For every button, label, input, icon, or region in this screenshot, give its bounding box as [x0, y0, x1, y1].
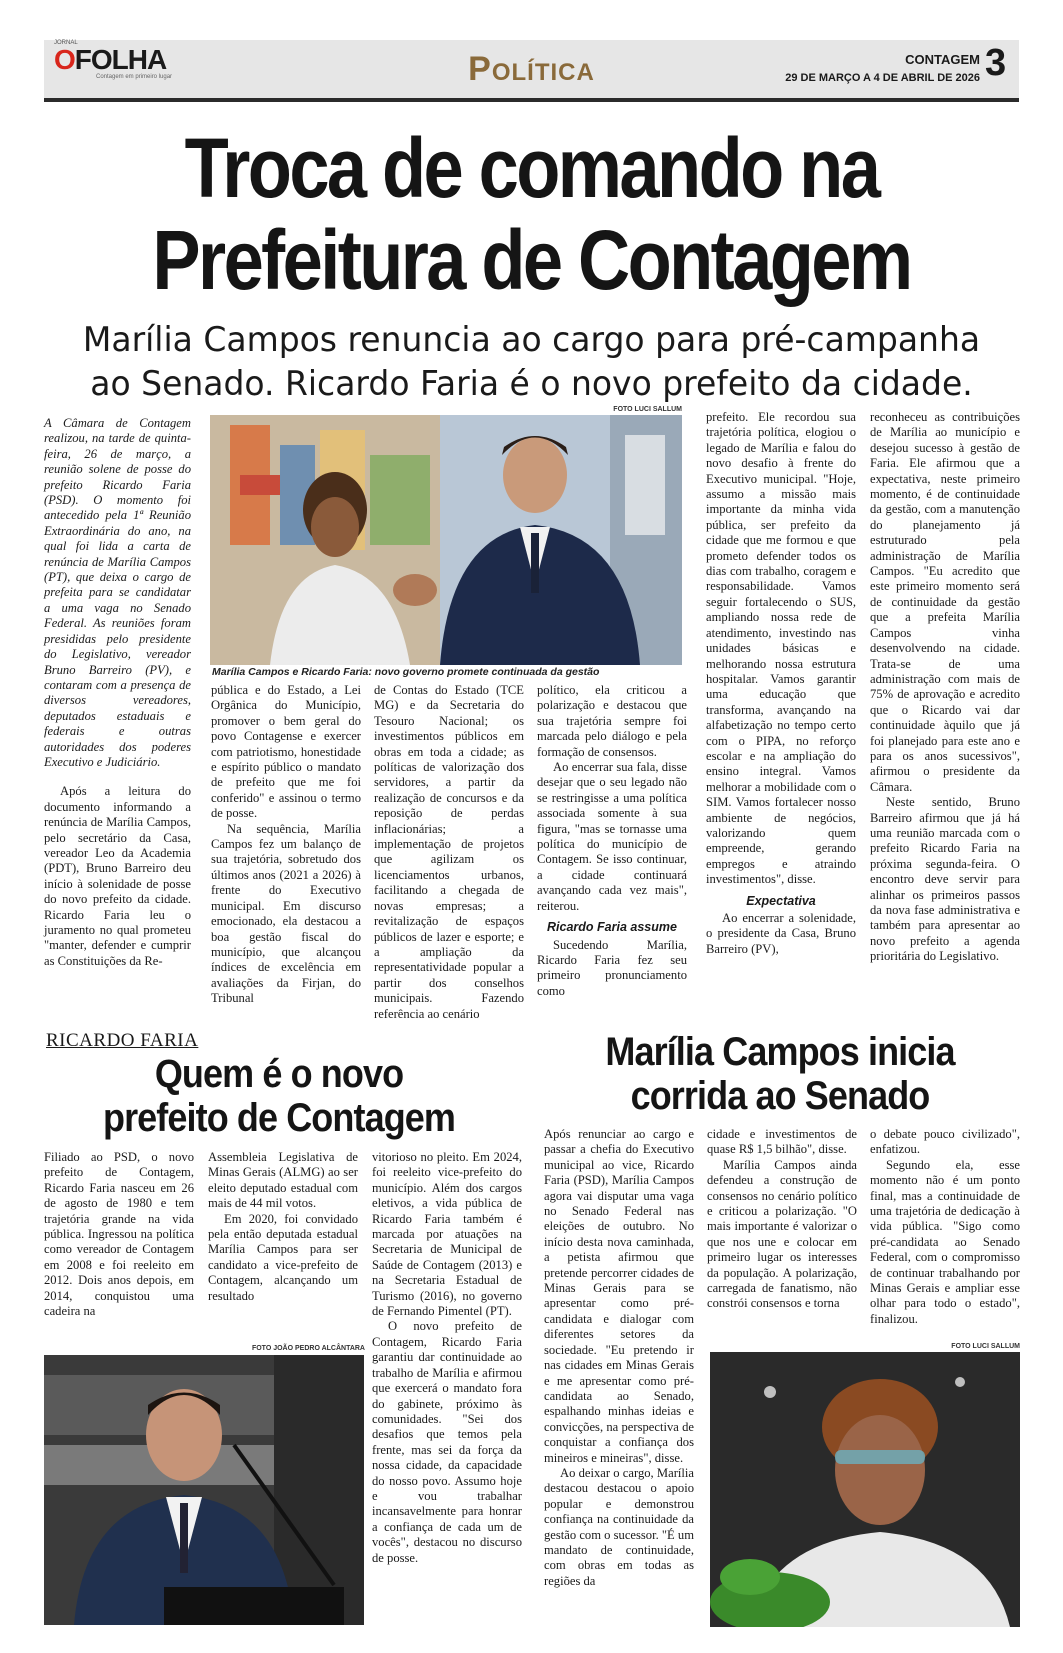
subhead-line-2: ao Senado. Ricardo Faria é o novo prefeito da cidade. — [90, 364, 973, 404]
main-headline — [112, 122, 951, 306]
marilia-col3-p2: Segundo ela, esse momento não é um ponto final, mas a continuidade de uma trajetória de dedicação à vida pública. "Sigo como pré-candidata ao Senado Federal, com o compromisso de continuar trabalhando por Minas Gerais e ampliar esse olhar para todo o estado", finalizou. — [870, 1157, 1020, 1326]
main-photo-caption: Marília Campos e Ricardo Faria: novo governo promete continuada da gestão — [212, 666, 600, 678]
main-col6-p2: Neste sentido, Bruno Barreiro afirmou que já há uma reunião marcada com o prefeito Ricardo Faria na próxima segunda-feira. O encontro deve servir para alinhar os primeiros passos da nova fase administrativa e também para apresentar ao novo prefeito a agenda prioritária do Legislativo. — [870, 795, 1020, 964]
main-photo-image — [210, 415, 682, 665]
marilia-col-2 — [707, 1127, 857, 1312]
ricardo-col2-p1: Assembleia Legislativa de Minas Gerais (ALMG) ao ser eleito deputado estadual com mais de 44 mil votos. — [208, 1150, 358, 1211]
main-photo-credit: FOTO LUCI SALLUM — [613, 406, 682, 413]
ricardo-section-label: RICARDO FARIA — [46, 1030, 199, 1051]
main-col6-p1: reconheceu as contribuições de Marília ao município e desejou sucesso à gestão de Faria. Ele afirmou que a expectativa, neste primeiro momento, é de continuidade da gestão, com a manutenção do planejamento já estruturado pela administração de Marília Campos. "Eu acredito que este primeiro momento será de continuidade da gestão que a prefeita Marília Campos vinha desenvolvendo na cidade. Trata-se de uma administração com mais de 75% de aprovação e acredito que o Ricardo vai dar continuidade àquilo que já foi planejado para este ano e para os anos sucessivos", afirmou o presidente da Câmara. — [870, 410, 1020, 794]
marilia-headline-line-2: corrida ao Senado — [630, 1074, 930, 1118]
subhead-line-1: Marília Campos renuncia ao cargo para pré-campanha — [82, 320, 981, 360]
main-subhead-expectativa: Expectativa — [746, 893, 816, 908]
main-subhead-ricardo-assume: Ricardo Faria assume — [547, 920, 677, 935]
section-title: Política — [468, 50, 595, 88]
ricardo-photo — [44, 1355, 364, 1625]
edition-date: 29 DE MARÇO A 4 DE ABRIL DE 2026 — [785, 72, 980, 84]
main-col2-p2: Na sequência, Marília Campos fez um balanço de sua trajetória, sobretudo dos últimos anos (2021 a 2026) à frente do Executivo municipal. Em discurso emocionado, ela destacou a boa gestão fiscal do município, que alcançou índices de excelência em avaliações da Firjan, do Tribunal — [211, 821, 361, 1006]
main-col5-p1: prefeito. Ele recordou sua trajetória política, elogiou o legado de Marília e falou do novo desafio à frente do Executivo municipal. "Hoje, assumo a missão mais importante da minha vida pública, ser prefeito da cidade que me formou e que prometo defender todos os dias com trabalho, coragem e responsabilidade. Vamos seguir fortalecendo o SUS, ampliando nossa rede de atendimento, investindo nas unidades básicas e melhorando nossa estrutura hospitalar. Vamos garantir uma educação que transforma, avançando na alfabetização no tempo certo com o PIPA, no reforço escolar e na ampliação do ensino integral. Vamos melhorar a mobilidade com o SIM. Vamos fortalecer nosso ambiente de negócios, valorizando quem empreende, gerando empregos e atraindo investimentos", disse. — [706, 410, 856, 887]
logo-tagline: Contagem em primeiro lugar — [96, 74, 173, 80]
marilia-col1-p1: Após renunciar ao cargo e passar a chefia do Executivo municipal ao vice, Ricardo Faria (PSD), Marília Campos agora vai disputar uma vaga no Senado Federal nas eleições de outubro. No início desta nova caminhada, a petista afirmou que pretende percorrer cidades de Minas Gerais para se apresentar como pré-candidata e dialogar com diferentes setores da sociedade. "Eu pretendo ir nas cidades em Minas Gerais e me apresentar como pré-candidata ao Senado, espalhando minhas ideias e convicções, na perspectiva de conquistar a confiança dos mineiros e mineiras", disse. — [544, 1127, 694, 1465]
main-col3-p1: de Contas do Estado (TCE MG) e da Secretaria do Tesouro Nacional; os investimentos públicos em obras em toda a cidade; as políticas de valorização dos servidores, a partir da realização de concursos e da reposição de perdas inflacionárias; a implementação de projetos que agilizam os licenciamentos urbanos, facilitando a chegada de novas empresas; a revitalização de espaços públicos de lazer e esporte; e a ampliação da representatividade popular a partir dos conselhos municipais. Fazendo referência ao cenário — [374, 683, 524, 1021]
ricardo-col-3 — [372, 1150, 522, 1566]
ricardo-photo-credit: FOTO JOÃO PEDRO ALCÂNTARA — [251, 1345, 365, 1352]
main-col-2 — [211, 683, 361, 1007]
marilia-headline-line-1: Marília Campos inicia — [605, 1030, 955, 1074]
logo-name: FOLHA — [74, 44, 167, 75]
main-col1-p2: Após a leitura do documento informando a renúncia de Marília Campos, pelo secretário da Casa, vereador Leo da Academia (PDT), Bruno Barreiro deu início à solenidade de posse do novo prefeito da cidade. Ricardo Faria leu o juramento no qual prometeu "manter, defender e cumprir as Constituições da Re- — [44, 784, 191, 968]
main-col-3 — [374, 683, 524, 1022]
marilia-col2-p2: Marília Campos ainda defendeu a construção de consensos no cenário político e criticou a polarização. "O mais importante é valorizar o que nos une e colocar em primeiro lugar os interesses da população. A polarização, carregada de fanatismo, não constrói consensos e torna — [707, 1157, 857, 1311]
headline-line-2: Prefeitura de Contagem — [152, 213, 911, 307]
marilia-col-1 — [544, 1127, 694, 1589]
main-col2-p1: pública e do Estado, a Lei Orgânica do Município, promover o bem geral do povo Contagense e exercer com patriotismo, honestidade e espírito público o mandato de prefeito que me foi conferido" e assinou o termo de posse. — [211, 683, 361, 821]
ricardo-col3-p1: vitorioso no pleito. Em 2024, foi reeleito vice-prefeito do município. Além dos cargos eletivos, a vida pública de Ricardo Faria também é marcada por atuações na Secretaria de Municipal de Saúde de Contagem (2013) e na Secretaria Estadual de Turismo (2016), no governo de Fernando Pimentel (PT). — [372, 1150, 522, 1319]
marilia-photo — [710, 1352, 1020, 1627]
marilia-col1-p2: Ao deixar o cargo, Marília destacou destacou o apoio popular e demonstrou confiança na continuidade da gestão com o sucessor. "É um mandato de continuidade, com obras em todas as regiões da — [544, 1465, 694, 1588]
ricardo-col-1 — [44, 1150, 194, 1319]
logo-small-text: JORNAL — [54, 40, 78, 46]
ricardo-col1-p1: Filiado ao PSD, o novo prefeito de Contagem, Ricardo Faria nasceu em 26 de agosto de 1980 e tem trajetória grande na vida pública. Ingressou na política como vereador de Contagem em 2008 e foi reeleito em 2012. Dois anos depois, em 2014, conquistou uma cadeira na — [44, 1150, 194, 1319]
ricardo-col-2 — [208, 1150, 358, 1304]
marilia-col3-p1: o debate pouco civilizado", enfatizou. — [870, 1127, 1020, 1157]
marilia-col2-p1: cidade e investimentos de quase R$ 1,5 bilhão", disse. — [707, 1127, 857, 1157]
ricardo-headline — [68, 1052, 491, 1140]
main-col4-p3: Sucedendo Marília, Ricardo Faria fez seu primeiro pronunciamento como — [537, 937, 687, 998]
ricardo-col3-p2: O novo prefeito de Contagem, Ricardo Faria garantiu dar continuidade ao trabalho de Marília e afirmou que exercerá o mandato fora do gabinete, próximo às comunidades. "Sei dos desafios que temos pela frente, mas sei da força da nossa cidade, da capacidade do nosso povo. Assumo hoje e vou trabalhar incansavelmente para honrar a confiança de cada um de vocês", destacou no discurso de posse. — [372, 1319, 522, 1565]
main-col4-p1: político, ela criticou a polarização e destacou que sua trajetória sempre foi marcada pelo diálogo e pela formação de consensos. — [537, 683, 687, 759]
headline-line-1: Troca de comando na — [184, 121, 879, 215]
city-label: CONTAGEM — [905, 52, 980, 67]
main-col-6 — [870, 410, 1020, 965]
logo-o: O — [54, 44, 75, 75]
marilia-photo-image — [710, 1352, 1020, 1627]
main-col-1 — [44, 416, 191, 969]
ricardo-col2-p2: Em 2020, foi convidado pela então deputada estadual Marília Campos para ser candidato a vice-prefeito de Contagem, alcançando um resultado — [208, 1211, 358, 1303]
marilia-photo-credit: FOTO LUCI SALLUM — [951, 1343, 1020, 1350]
main-col-4 — [537, 683, 687, 999]
main-col5-p2: Ao encerrar a solenidade, o presidente da Casa, Bruno Barreiro (PV), — [706, 911, 856, 956]
main-intro: A Câmara de Contagem realizou, na tarde de quinta-feira, 26 de março, a reunião solene de posse do prefeito Ricardo Faria (PSD). O momento foi antecedido pela 1ª Reunião Extraordinária do ano, na qual foi lida a carta de renúncia de Marília Campos (PT), que deixa o cargo de prefeita para se candidatar a uma vaga no Senado Federal. As reuniões foram presididas pelo presidente do Legislativo, vereador Bruno Barreiro (PV), e contaram com a presença de diversos vereadores, deputados estaduais e federais e outras autoridades dos poderes Executivo e Judiciário. — [44, 416, 191, 769]
ricardo-headline-line-2: prefeito de Contagem — [102, 1096, 456, 1140]
ricardo-photo-image — [44, 1355, 364, 1625]
marilia-col-3 — [870, 1127, 1020, 1327]
marilia-headline — [564, 1030, 996, 1118]
main-col4-p2: Ao encerrar sua fala, disse desejar que o seu legado não se restringisse a uma política associada somente à sua figura, "mas se tornasse uma política do município de Contagem. Se isso continuar, a cidade continuará avançando cada vez mais", reiterou. — [537, 760, 687, 913]
page-number: 3 — [985, 42, 1007, 84]
main-photo — [210, 415, 682, 665]
main-col-5 — [706, 410, 856, 957]
ricardo-headline-line-1: Quem é o novo — [154, 1052, 404, 1096]
main-subheadline — [59, 318, 1005, 406]
